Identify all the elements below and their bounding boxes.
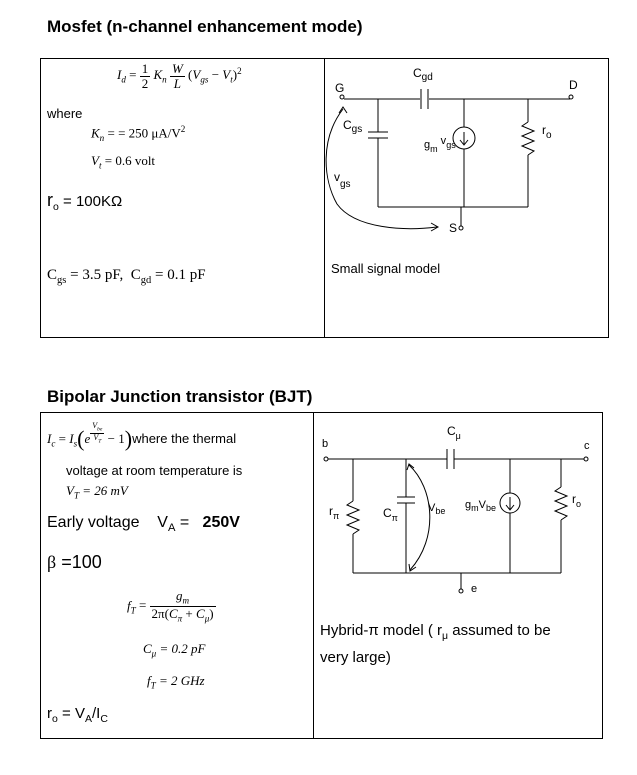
bjt-ft-line: $f_T = 2$ GHz	[147, 673, 205, 691]
mosfet-where-label: where	[47, 106, 83, 121]
vbe-arrow	[409, 465, 430, 570]
bjt-early-voltage-line: Early voltage $V_A = 250V$	[47, 514, 240, 535]
bjt-ic-equation: $I_c = I_s(e$ $^{\frac{V_{be}}{V_T}}$ − 1)where the thermal	[47, 421, 237, 451]
gm-vbe-label: $g_mV_{be}$	[465, 499, 496, 513]
cgd-label: $C_{gd}$	[413, 66, 433, 83]
vgs-label: $v_{gs}$	[334, 170, 351, 190]
ro-resistor	[555, 487, 567, 520]
mosfet-capacitance-line: $C_{gs} = 3.5$ pF, $C_{gd} = 0.1$ pF	[47, 267, 206, 286]
drain-label: D	[569, 78, 578, 92]
rpi-label: $r_\pi$	[329, 504, 340, 521]
gate-terminal	[340, 95, 344, 99]
emitter-label: e	[471, 583, 478, 595]
drain-terminal	[569, 95, 573, 99]
source-terminal	[459, 226, 463, 230]
mosfet-kn-line: $K_n$ = = 250 $\mu A/V^2$	[91, 124, 186, 143]
bjt-section-title: Bipolar Junction transistor (BJT)	[47, 387, 313, 406]
rpi-resistor	[347, 501, 359, 534]
mosfet-ro-line: $r_o = 100K\Omega$	[47, 190, 123, 213]
mosfet-id-equation: $I_d$ = $\frac{1}{2}$ $K_n$ $\frac{W}{L}$ $(V_{gs} - V_t)^2$	[117, 61, 242, 91]
bjt-beta-line: β =100	[47, 552, 102, 572]
gate-label: G	[335, 81, 345, 95]
bjt-cmu-line: $C_\mu = 0.2$ pF	[143, 641, 206, 659]
mosfet-section-title: Mosfet (n-channel enhancement mode)	[47, 17, 363, 36]
collector-terminal	[584, 457, 588, 461]
bjt-ft-formula: $f_T$ = $\frac{g_m}{2\pi(C_\pi + C_\mu)}$	[127, 588, 214, 624]
ro-label: $r_o$	[572, 492, 582, 509]
bjt-diagram-caption: Hybrid-π model ( $r_\mu$ assumed to be very large)	[320, 622, 551, 666]
base-terminal	[324, 457, 328, 461]
bjt-ro-line: $r_o = V_A/I_C$	[47, 705, 108, 725]
bjt-hybrid-pi-diagram	[314, 413, 601, 603]
ro-label: $r_o$	[542, 123, 552, 141]
cgs-label: $C_{gs}$	[343, 118, 363, 135]
bjt-vt-line: $V_T = 26$ mV	[66, 483, 128, 501]
mosfet-diagram-caption: Small signal model	[331, 261, 441, 276]
ro-resistor	[522, 122, 534, 155]
vbe-label: $V_{be}$	[428, 502, 446, 516]
mosfet-vt-line: $V_t = 0.6$ volt	[91, 153, 156, 171]
cmu-label: $C_\mu$	[447, 424, 461, 441]
cpi-label: $C_\pi$	[383, 506, 398, 523]
base-label: b	[322, 438, 329, 450]
gm-vgs-label: $g_m$ $v_{gs}$	[424, 135, 456, 154]
collector-label: c	[584, 440, 590, 452]
bjt-voltage-line: voltage at room temperature is	[66, 463, 243, 478]
source-label: S	[449, 221, 458, 235]
emitter-terminal	[459, 589, 463, 593]
mosfet-small-signal-diagram	[325, 59, 606, 259]
bjt-table-bottom	[40, 738, 602, 739]
